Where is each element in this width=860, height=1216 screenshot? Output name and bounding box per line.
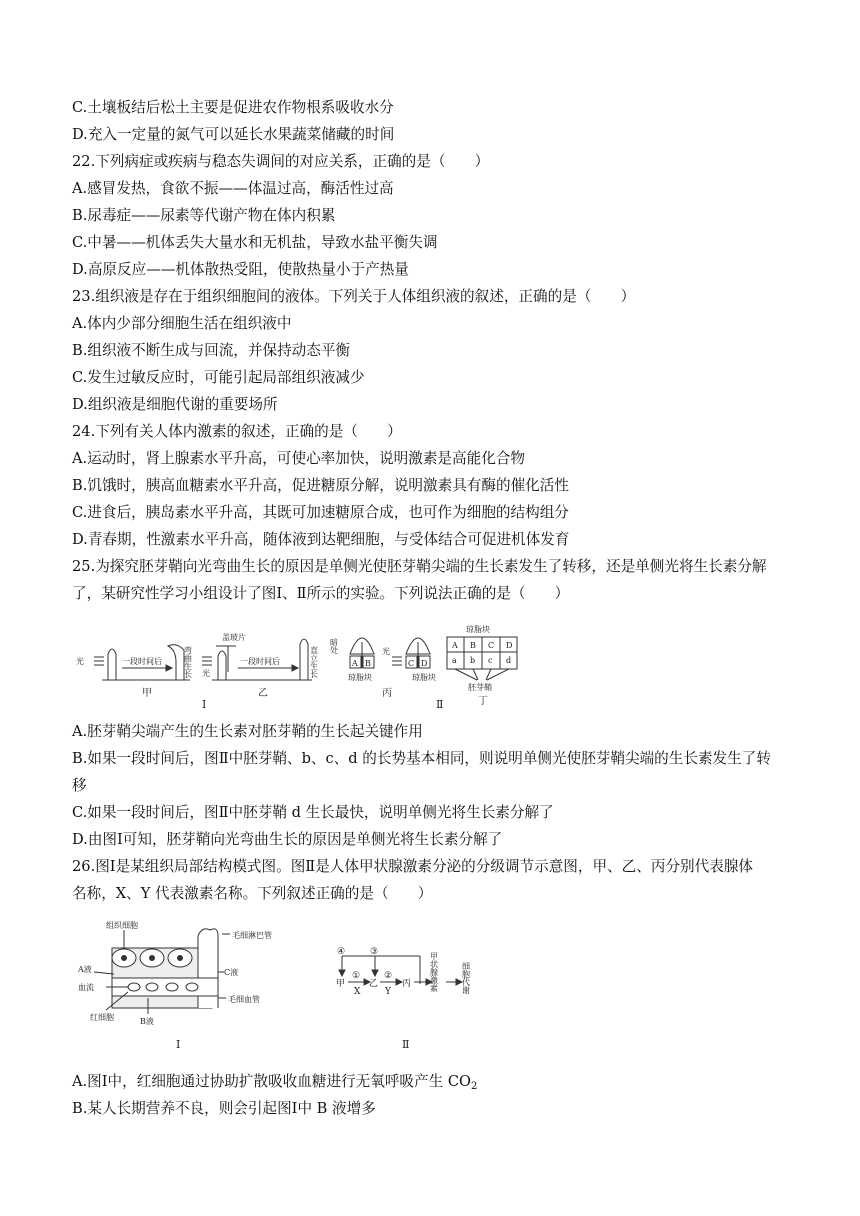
fig25-jia: 甲 [142,688,152,699]
q26-stem-2: 名称，X、Y 代表激素名称。下列叙述正确的是（ ） [72,885,433,902]
fig26-lymph-capillary: 毛细淋巴管 [232,931,272,940]
fig25-agar-label-2: 琼脂块 [412,673,436,682]
fig25-coleoptile-label: 胚芽鞘 [468,683,492,692]
fig25-agar-label-3: 琼脂块 [466,625,490,634]
fig26-blood-flow: 血流 [78,983,94,992]
fig26-red-cell: 红细胞 [90,1013,114,1022]
fig25-ding-C: C [488,641,495,650]
q24-option-c: C.进食后，胰岛素水平升高，其既可加速糖原合成，也可作为细胞的结构组分 [72,504,569,521]
q26-option-b: B.某人长期营养不良，则会引起图Ⅰ中 B 液增多 [72,1100,376,1117]
fig25-D: D [421,659,428,668]
fig26-thyroid-hormone: 甲状腺激素 [429,952,439,992]
fig25-ding-c: c [488,656,493,665]
q25-figure [72,612,552,712]
fig26-C-fluid: C液 [224,968,239,977]
q26-option-a-text: A.图Ⅰ中，红细胞通过协助扩散吸收血糖进行无氧呼吸产生 CO [72,1073,471,1090]
fig25-ding-b: b [470,656,476,665]
fig26-tissue-cell: 组织细胞 [106,921,138,930]
fig25-roman2: Ⅱ [436,698,444,711]
fig26-roman2: Ⅱ [402,1038,410,1051]
fig25-light-label-3: 光 [382,647,390,656]
fig25-ding-B: B [470,641,476,650]
q24-option-d: D.青春期，性激素水平升高，随体液到达靶细胞，与受体结合可促进机体发育 [72,531,570,548]
q25-option-d: D.由图Ⅰ可知，胚芽鞘向光弯曲生长的原因是单侧光将生长素分解了 [72,831,503,848]
fig26-n2: ② [384,971,393,981]
fig26-cell-metab: 细胞代谢 [461,962,471,994]
q26-figure [72,912,492,1062]
q22-option-b: B.尿毒症——尿素等代谢产物在体内积累 [72,207,336,224]
fig26-yi: 乙 [369,979,379,989]
fig25-bend-label: 弯曲生长 [183,646,193,678]
q26-option-a-sub: 2 [470,1081,478,1092]
q24-option-a: A.运动时，肾上腺素水平升高，可使心率加快，说明激素是高能化合物 [72,450,525,467]
q25-option-b: B.如果一段时间后，图Ⅱ中胚芽鞘、b、c、d 的长势基本相同，则说明单侧光使胚芽鞘尖端的生长素发生了转 [72,750,771,767]
fig25-time-label: 一段时间后 [122,657,162,666]
q22-option-a: A.感冒发热，食欲不振——体温过高，酶活性过高 [72,180,394,197]
fig26-capillary: 毛细血管 [228,995,260,1004]
fig25-agar-label: 琼脂块 [348,673,372,682]
q26-option-a [72,1072,477,1097]
q23-stem: 23.组织液是存在于组织细胞间的液体。下列关于人体组织液的叙述，正确的是（ ） [72,288,636,305]
fig26-B-fluid: B液 [140,1017,154,1026]
q24-option-b: B.饥饿时，胰高血糖素水平升高，促进糖原分解，说明激素具有酶的催化活性 [72,477,569,494]
fig26-Y: Y [385,987,391,997]
fig25-light-label: 光 [76,657,84,666]
fig25-time-label-2: 一段时间后 [240,657,280,666]
fig26-n4: ④ [337,947,346,957]
q22-stem: 22.下列病症或疾病与稳态失调间的对应关系，正确的是（ ） [72,153,490,170]
fig25-ding-A: A [452,641,458,650]
q21-option-d: D.充入一定量的氮气可以延长水果蔬菜储藏的时间 [72,126,395,143]
q23-option-b: B.组织液不断生成与回流，并保持动态平衡 [72,342,351,359]
fig25-upright-label: 直立生长 [309,646,319,678]
q22-option-c: C.中暑——机体丢失大量水和无机盐，导致水盐平衡失调 [72,234,438,251]
q25-option-a: A.胚芽鞘尖端产生的生长素对胚芽鞘的生长起关键作用 [72,723,423,740]
fig26-X: X [354,987,361,997]
fig25-B: B [365,659,371,668]
fig25-ding-a: a [452,656,457,665]
q21-option-c: C.土壤板结后松土主要是促进农作物根系吸收水分 [72,99,394,116]
fig25-A: A [352,659,358,668]
q22-option-d: D.高原反应——机体散热受阻，使散热量小于产热量 [72,261,409,278]
fig25-bing: 丙 [382,688,392,699]
fig26-roman1: Ⅰ [176,1038,181,1051]
q25-stem-1: 25.为探究胚芽鞘向光弯曲生长的原因是单侧光使胚芽鞘尖端的生长素发生了转移，还是单侧光将生长素分解 [72,558,767,575]
q25-option-c: C.如果一段时间后，图Ⅱ中胚芽鞘 d 生长最快，说明单侧光将生长素分解了 [72,804,554,821]
q24-stem: 24.下列有关人体内激素的叙述，正确的是（ ） [72,423,402,440]
fig25-ding-D: D [506,641,513,650]
fig25-ding: 丁 [478,696,488,707]
q26-stem-1: 26.图Ⅰ是某组织局部结构模式图。图Ⅱ是人体甲状腺激素分泌的分级调节示意图，甲、乙、丙分别代表腺体 [72,858,754,875]
fig25-roman1: Ⅰ [202,698,207,711]
fig26-jia: 甲 [336,979,346,989]
fig25-yi: 乙 [258,688,268,699]
fig25-ding-d: d [506,656,512,665]
q23-option-a: A.体内少部分细胞生活在组织液中 [72,315,292,332]
fig26-bing: 丙 [402,979,412,989]
fig25-C: C [408,659,415,668]
fig25-dark-label: 暗处 [329,638,339,654]
q23-option-c: C.发生过敏反应时，可能引起局部组织液减少 [72,369,365,386]
q23-option-d: D.组织液是细胞代谢的重要场所 [72,396,278,413]
fig25-light-label-2: 光 [202,669,210,678]
fig26-n1: ① [352,971,361,981]
fig26-A-fluid: A液 [78,965,92,974]
fig26-n3: ③ [370,947,379,957]
fig25-coverslip-label: 盖玻片 [222,633,246,642]
q25-option-b-cont: 移 [72,777,87,794]
q25-stem-2: 了，某研究性学习小组设计了图Ⅰ、Ⅱ所示的实验。下列说法正确的是（ ） [72,585,570,602]
